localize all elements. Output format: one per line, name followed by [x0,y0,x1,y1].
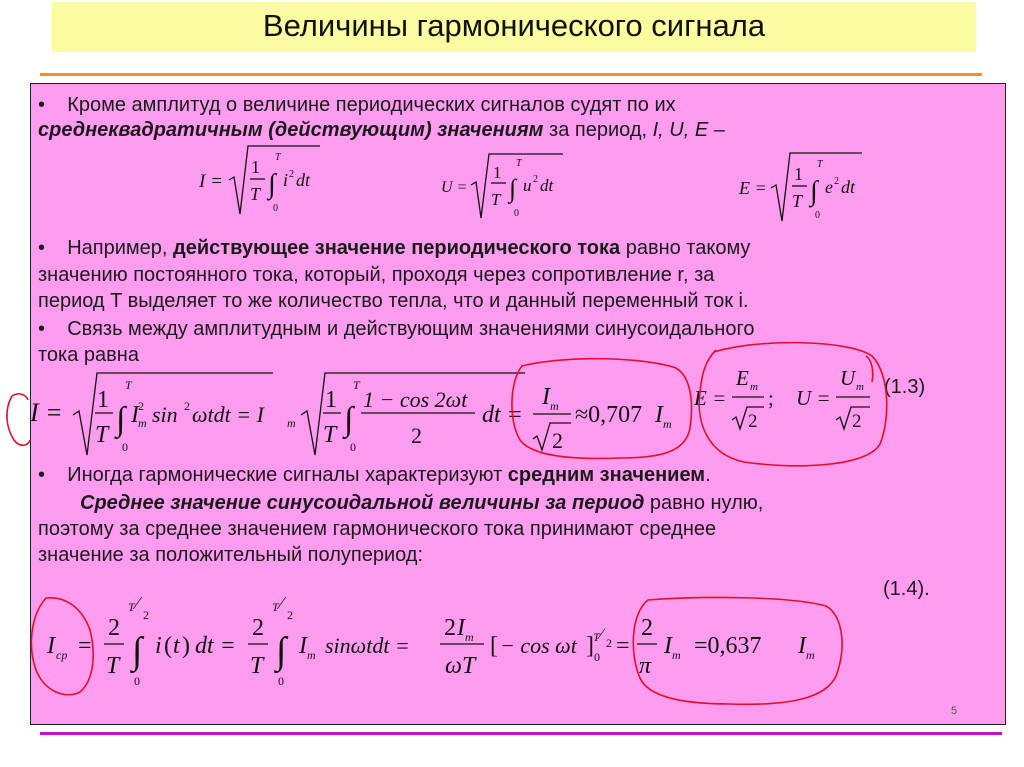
svg-text:∫: ∫ [810,176,818,207]
svg-text:T: T [250,184,261,204]
bullet-1-line-1: • Кроме амплитуд о величине периодических сигналов судят по их [38,94,676,116]
svg-text:=0,637: =0,637 [694,633,762,659]
svg-text:⁄: ⁄ [600,626,603,643]
svg-text:T: T [125,378,132,392]
svg-text:2: 2 [287,608,293,622]
formula-rms-emf [735,147,895,227]
svg-text:I: I [664,633,672,659]
svg-text:;: ; [768,386,774,410]
svg-text:⁄: ⁄ [136,593,140,613]
svg-text:2: 2 [108,615,120,641]
svg-text:2: 2 [641,615,653,641]
svg-text:T: T [792,191,803,211]
svg-text:∫: ∫ [344,401,354,438]
svg-text:T: T [593,630,600,644]
svg-text:I: I [131,402,139,428]
svg-text:=: = [616,633,630,659]
svg-text:∫: ∫ [276,630,287,672]
svg-text:m: m [856,381,864,393]
bullet-4-line-4: значение за положительный полупериод: [38,544,424,566]
svg-text:⁄: ⁄ [280,593,284,613]
svg-text:dt: dt [296,170,311,190]
svg-text:T: T [516,158,522,169]
svg-text:2: 2 [411,423,422,448]
svg-text:I: I [299,633,307,659]
svg-text:T: T [106,653,120,679]
svg-text:dt: dt [841,177,856,197]
bullet-3-line-1: • Связь между амплитудным и действующим значениями синусоидального [38,318,755,340]
svg-text:T: T [275,152,281,163]
svg-text:sin: sin [152,402,178,427]
svg-text:∫: ∫ [509,174,517,203]
svg-text:m: m [550,399,559,413]
svg-text:1: 1 [97,387,109,413]
svg-text:T: T [491,190,501,209]
svg-text:m: m [307,648,316,662]
svg-text:T: T [272,600,279,614]
svg-text:T: T [128,600,135,614]
svg-text:e: e [825,177,833,197]
svg-text:∫: ∫ [268,169,276,200]
formula-rms-voltage [437,148,597,228]
svg-text:∫: ∫ [132,630,143,672]
svg-text:m: m [287,416,296,430]
svg-text:2: 2 [533,174,538,185]
bullet-2-line-1: • Например, действующее значение периодического тока равно такому [38,237,751,259]
svg-text:0: 0 [273,203,278,214]
bullet-4-line-2: Среднее значение синусоидальной величины за период равно нулю, [80,492,764,514]
svg-text:I: I [655,402,663,428]
svg-text:1: 1 [493,163,502,182]
svg-text:I: I [798,633,806,659]
bottom-divider [40,732,1002,735]
svg-text:2: 2 [606,636,612,650]
svg-text:0: 0 [815,210,820,221]
bullet-4-line-3: поэтому за среднее значением гармонического тока принимают среднее [38,518,717,540]
svg-text:2: 2 [143,608,149,622]
slide-title: Величины гармонического сигнала [262,8,766,43]
formula-rms-current [195,140,355,220]
svg-text:− cos ωt: − cos ωt [500,633,577,658]
equation-label-1-3: (1.3) [884,376,926,398]
svg-text:E =: E = [694,386,727,410]
svg-text:1 − cos 2ωt: 1 − cos 2ωt [363,387,468,412]
svg-text:I =: I = [30,398,63,427]
svg-text:T: T [817,159,823,170]
svg-text:1: 1 [251,157,260,177]
svg-text:1: 1 [794,164,803,184]
svg-text:=: = [78,633,92,659]
svg-text:2: 2 [252,615,264,641]
svg-text:ωtdt = I: ωtdt = I [192,402,264,427]
svg-text:E =: E = [739,178,767,198]
svg-text:m: m [806,648,815,662]
svg-text:U =: U = [796,386,831,410]
svg-text:T: T [95,422,109,448]
page-number: 5 [951,705,958,717]
formula-eq-1-4 [40,595,840,690]
svg-text:π: π [639,653,652,679]
svg-text:I =: I = [199,171,223,192]
svg-text:I: I [47,633,55,659]
svg-text:1: 1 [325,387,337,413]
svg-text:ωT: ωT [445,653,476,679]
svg-text:(: ( [164,633,172,659]
svg-text:t: t [173,633,180,659]
svg-text:ср: ср [56,648,68,662]
svg-text:m: m [663,417,672,431]
svg-text:2: 2 [748,411,758,432]
svg-text:sinωtdt =: sinωtdt = [325,633,410,658]
svg-text:2: 2 [552,428,563,453]
svg-text:m: m [465,630,474,644]
svg-text:2: 2 [184,399,190,413]
svg-text:2: 2 [834,176,839,187]
svg-text:I: I [457,615,465,641]
svg-text:m: m [750,381,758,393]
bullet-1-line-2: среднеквадратичным (действующим) значениям за период, I, U, E – [38,119,725,141]
svg-text:m: m [138,416,147,430]
svg-text:dt =: dt = [195,633,236,659]
svg-text:2: 2 [138,399,144,413]
svg-text:I: I [542,384,550,410]
bullet-2-line-2: значению постоянного тока, который, проходя через сопротивление r, за [38,264,715,286]
top-divider [40,73,982,76]
svg-text:U =: U = [441,179,468,196]
svg-text:0: 0 [122,440,128,454]
svg-text:dt =: dt = [482,402,523,428]
svg-text:): ) [182,633,190,659]
svg-text:0: 0 [350,440,356,454]
svg-text:i: i [155,633,162,659]
svg-text:dt: dt [540,176,554,195]
title-bar [52,2,976,52]
bullet-4-line-1: • Иногда гармонические сигналы характеризуют средним значением. [38,464,711,486]
bullet-3-line-2: тока равна [38,344,139,366]
svg-text:T: T [353,378,360,392]
svg-text:[: [ [490,633,498,659]
formula-eq-1-3 [25,365,705,460]
svg-text:E: E [736,366,749,390]
svg-text:i: i [283,170,289,190]
svg-text:m: m [672,648,681,662]
svg-text:T: T [323,422,337,448]
svg-text:T: T [250,653,264,679]
svg-text:0: 0 [134,674,140,688]
svg-text:≈0,707: ≈0,707 [575,402,643,428]
svg-text:0: 0 [594,650,600,664]
svg-text:U: U [840,366,856,390]
formula-amplitude-relations [692,365,882,445]
svg-text:∫: ∫ [116,401,126,438]
svg-text:2: 2 [289,169,294,180]
svg-text:0: 0 [278,674,284,688]
equation-label-1-4: (1.4). [883,578,930,600]
bullet-2-line-3: период T выделяет то же количество тепла, что и данный переменный ток i. [38,290,749,312]
svg-text:2: 2 [852,411,862,432]
svg-text:]: ] [586,633,594,659]
svg-text:0: 0 [514,208,519,219]
svg-text:u: u [523,176,532,195]
svg-text:2: 2 [444,615,456,641]
